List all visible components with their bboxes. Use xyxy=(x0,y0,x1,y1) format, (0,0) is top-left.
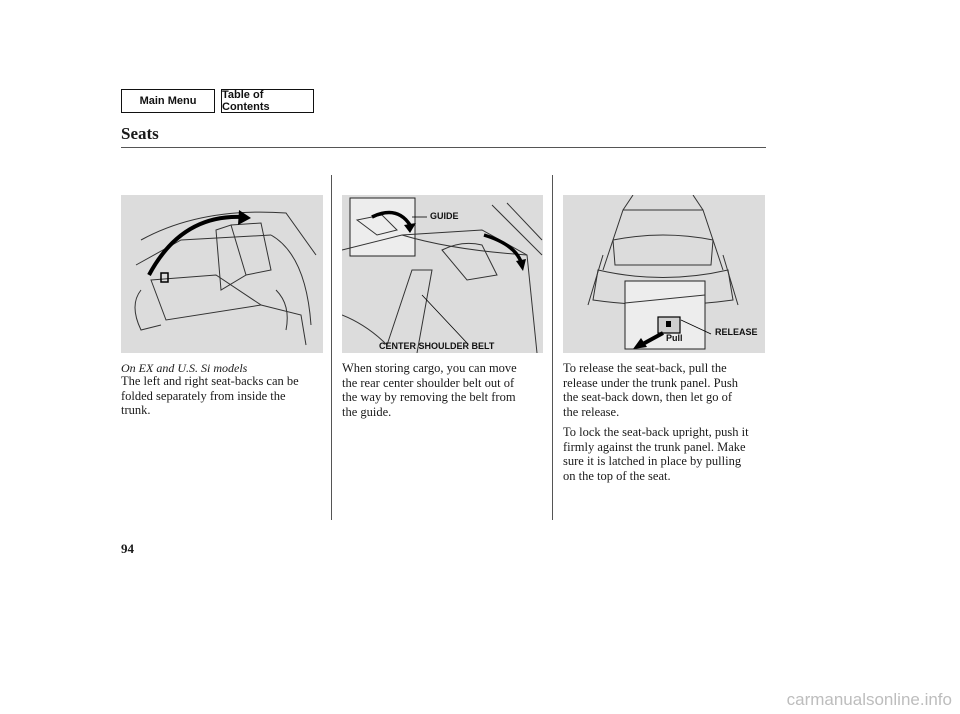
column-1-text xyxy=(121,374,299,418)
pull-label: Pull xyxy=(666,333,683,343)
main-menu-button[interactable]: Main Menu xyxy=(121,89,215,113)
text-line: the rear center shoulder belt out of xyxy=(342,375,515,390)
table-of-contents-button[interactable]: Table of Contents xyxy=(221,89,314,113)
model-caption: On EX and U.S. Si models xyxy=(121,361,248,375)
text-line: sure it is latched in place by pulling xyxy=(563,454,742,468)
figure-seat-fold xyxy=(121,195,323,353)
text-line: When storing cargo, you can move xyxy=(342,361,517,375)
text-line: firmly against the trunk panel. Make xyxy=(563,439,746,454)
text-line: To lock the seat-back upright, push it xyxy=(563,425,749,439)
seat-fold-illustration xyxy=(121,195,323,353)
column-3-paragraph-1 xyxy=(563,361,738,419)
column-divider-2 xyxy=(552,175,553,520)
column-divider-1 xyxy=(331,175,332,520)
text-line: trunk. xyxy=(121,403,151,417)
column-3-paragraph-2 xyxy=(563,425,749,483)
section-title: Seats xyxy=(121,124,159,143)
text-line: To release the seat-back, pull the xyxy=(563,361,727,375)
text-line: folded separately from inside the xyxy=(121,388,286,403)
release-label: RELEASE xyxy=(715,327,758,337)
text-line: release under the trunk panel. Push xyxy=(563,375,738,390)
text-line: on the top of the seat. xyxy=(563,468,671,483)
text-line: the guide. xyxy=(342,404,392,419)
text-line: the way by removing the belt from xyxy=(342,390,516,404)
text-line: The left and right seat-backs can be xyxy=(121,374,299,388)
text-line: the seat-back down, then let go of xyxy=(563,390,733,404)
watermark: carmanualsonline.info xyxy=(786,690,952,709)
center-shoulder-belt-label: CENTER SHOULDER BELT xyxy=(379,341,495,351)
header-rule xyxy=(121,147,766,148)
guide-label: GUIDE xyxy=(430,211,459,221)
page-number: 94 xyxy=(121,541,134,556)
column-2-text xyxy=(342,361,517,419)
text-line: the release. xyxy=(563,404,620,419)
